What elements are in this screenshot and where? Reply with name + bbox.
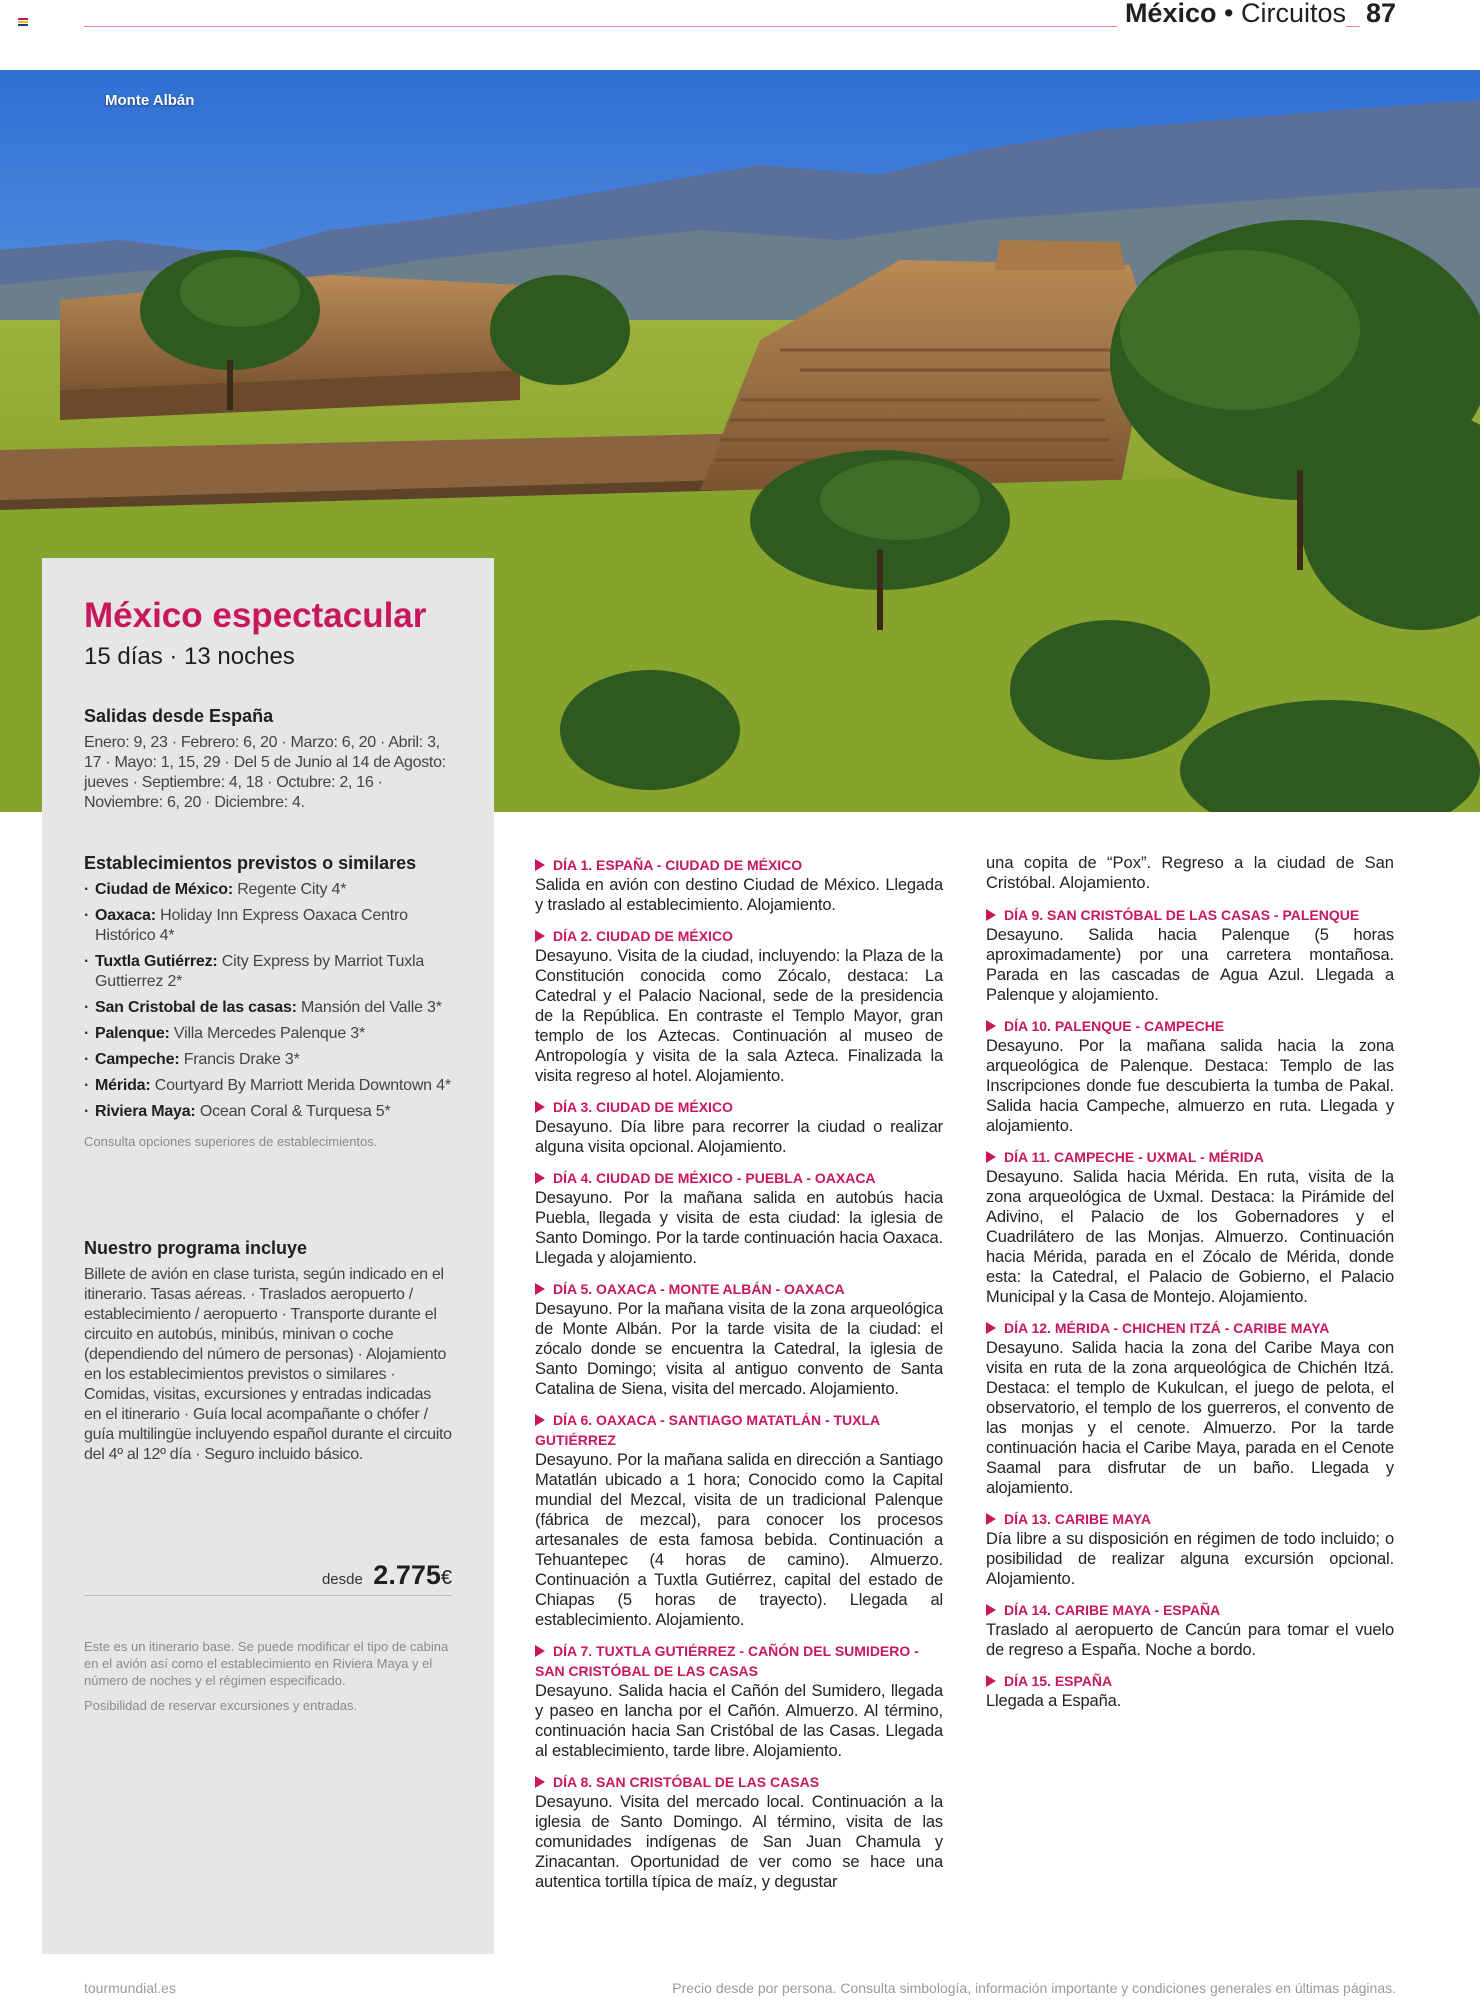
day-title: DÍA 12. MÉRIDA - CHICHEN ITZÁ - CARIBE MAYA — [1004, 1320, 1330, 1336]
hotel-city: Tuxtla Gutiérrez: — [95, 953, 218, 970]
day-description: Desayuno. Salida hacia Mérida. En ruta, visita de la zona arqueológica de Uxmal. Destaca: la Pirámide del Adivino, el Palacio de los Gobernadores y el Cuadrilátero de las Monjas. Almuerzo. Continuación hacia Mérida, parada en el Zócalo de Mérida, donde esta: la Catedral, el Palacio de Gobierno, el Palacio Municipal y la Casa de Montejo. Alojamiento. — [986, 1168, 1394, 1306]
day-entry — [986, 1318, 1394, 1498]
day-continuation: una copita de “Pox”. Regreso a la ciudad de San Cristóbal. Alojamiento. — [986, 854, 1394, 892]
day-description: Desayuno. Por la mañana salida en dirección a Santiago Matatlán ubicado a 1 hora; Conocido como la Capital mundial del Mezcal, visita de un tradicional Palenque (fábrica de mezcal), para conocer los procesos artesanales de esta famosa bebida. Continuación a Tehuantepec (4 horas de camino). Almuerzo. Continuación a Tuxtla Gutiérrez, capital del estado de Chiapas (5 horas de trayecto). Llegada al establecimiento. Alojamiento. — [535, 1451, 943, 1629]
info-panel — [42, 558, 494, 1954]
day-entry — [986, 1147, 1394, 1307]
day-entry — [535, 1097, 943, 1157]
day-title: DÍA 15. ESPAÑA — [1004, 1673, 1113, 1689]
day-title: DÍA 1. ESPAÑA - CIUDAD DE MÉXICO — [553, 857, 803, 873]
day-title: DÍA 3. CIUDAD DE MÉXICO — [553, 1099, 733, 1115]
day-description: Desayuno. Por la mañana salida hacia la zona arqueológica de Palenque. Destaca: Templo de las Inscripciones donde fue descubierta la tumba de Pakal. Salida hacia Campeche, almuerzo en ruta. Llegada y alojamiento. — [986, 1037, 1394, 1135]
separator: • — [1224, 0, 1234, 28]
arrow-icon — [535, 1645, 545, 1657]
hotel-name: Regente City 4* — [232, 881, 347, 898]
includes-text: Billete de avión en clase turista, según indicado en el itinerario. Tasas aéreas. · Traslados aeropuerto / establecimiento / aeropuerto · Transporte durante el circuito en autobús, minibús, minivan o coche (dependiendo del número de personas) · Alojamiento en los establecimientos previstos o similares · Comidas, visitas, excursiones y entradas indicadas en el itinerario · Guía local acompañante o chófer / guía multilingüe incluyendo español durante el circuito del 4º al 12º día · Seguro incluido básico. — [84, 1266, 452, 1463]
day-description: Desayuno. Salida hacia la zona del Caribe Maya con visita en ruta de la zona arqueológica de Chichén Itzá. Destaca: el templo de Kukulcan, el juego de pelota, el observatorio, el templo de los guerreros, el convento de las monjas y el cenote. Almuerzo. Por la tarde continuación hacia el Caribe Maya, parada en el Cenote Saamal para disfrutar de un baño. Llegada y alojamiento. — [986, 1339, 1394, 1497]
day-title: DÍA 5. OAXACA - MONTE ALBÁN - OAXACA — [553, 1281, 845, 1297]
page-number: 87 — [1360, 0, 1396, 29]
day-description: Desayuno. Día libre para recorrer la ciudad o realizar alguna visita opcional. Alojamiento. — [535, 1118, 943, 1156]
disclaimer — [84, 1638, 452, 1722]
day-entry — [535, 1168, 943, 1268]
list-item — [84, 1024, 452, 1044]
hotel-city: Mérida: — [95, 1077, 151, 1094]
hotels-list — [84, 880, 452, 1122]
list-item — [84, 998, 452, 1018]
day-entry — [535, 926, 943, 1086]
hotel-name: City Express by Marriot Tuxla Guttierrez 2* — [95, 953, 425, 990]
disclaimer-text: Posibilidad de reservar excursiones y entradas. — [84, 1698, 358, 1713]
arrow-icon — [535, 859, 545, 871]
arrow-icon — [535, 1101, 545, 1113]
list-item — [84, 1076, 452, 1096]
hotel-name: Villa Mercedes Palenque 3* — [169, 1025, 365, 1042]
day-title: DÍA 11. CAMPECHE - UXMAL - MÉRIDA — [1004, 1149, 1264, 1165]
day-entry — [535, 1279, 943, 1399]
list-item — [84, 1050, 452, 1070]
trip-duration: 15 días · 13 noches — [84, 643, 295, 670]
arrow-icon — [986, 1322, 996, 1334]
list-item — [84, 906, 452, 946]
day-title: DÍA 6. OAXACA - SANTIAGO MATATLÁN - TUXLA GUTIÉRREZ — [535, 1412, 880, 1448]
hotel-city: Oaxaca: — [95, 907, 156, 924]
day-description: Desayuno. Salida hacia el Cañón del Sumidero, llegada y paseo en lancha por el Cañón. Almuerzo. Al término, continuación hacia San Cristóbal de las Casas. Llegada al establecimiento, tarde libre. Alojamiento. — [535, 1682, 943, 1760]
hotel-name: Courtyard By Marriott Merida Downtown 4* — [150, 1077, 451, 1094]
list-item — [84, 880, 452, 900]
trip-title: México espectacular — [84, 596, 427, 635]
arrow-icon — [535, 1283, 545, 1295]
departures-title: Salidas desde España — [84, 706, 274, 726]
day-description: Desayuno. Por la mañana salida en autobús hacia Puebla, llegada y visita de esta ciudad: la iglesia de Santo Domingo. Por la tarde continuación hacia Oaxaca. Llegada y alojamiento. — [535, 1189, 943, 1267]
departures-dates: Enero: 9, 23 · Febrero: 6, 20 · Marzo: 6, 20 · Abril: 3, 17 · Mayo: 1, 15, 29 · Del 5 de Junio al 14 de Agosto: jueves · Septiembre: 4, 18 · Octubre: 2, 16 · Noviembre: 6, 20 · Diciembre: 4. — [84, 734, 446, 811]
hotels-title: Establecimientos previstos o similares — [84, 853, 417, 873]
day-entry — [535, 1410, 943, 1630]
arrow-icon — [986, 1151, 996, 1163]
arrow-icon — [535, 930, 545, 942]
day-description: Día libre a su disposición en régimen de todo incluido; o posibilidad de realizar alguna excursión opcional. Alojamiento. — [986, 1530, 1394, 1588]
hotels-note: Consulta opciones superiores de establecimientos. — [84, 1134, 378, 1149]
includes-title: Nuestro programa incluye — [84, 1238, 308, 1258]
page-header — [0, 0, 1480, 70]
hotel-city: Ciudad de México: — [95, 881, 233, 898]
day-title: DÍA 9. SAN CRISTÓBAL DE LAS CASAS - PALENQUE — [1004, 907, 1360, 923]
price-value: 2.775 — [373, 1560, 441, 1590]
day-title: DÍA 8. SAN CRISTÓBAL DE LAS CASAS — [553, 1774, 820, 1790]
website-link[interactable]: tourmundial.es — [84, 1980, 176, 1996]
includes-section — [84, 1238, 452, 1465]
day-description: Desayuno. Por la mañana visita de la zona arqueológica de Monte Albán. Por la tarde visita de la ciudad: el zócalo donde se encuentra la Catedral, la iglesia de Santo Domingo; visita al antiguo convento de Santa Catalina de Siena, visita del mercado. Alojamiento. — [535, 1300, 943, 1398]
day-description: Desayuno. Visita del mercado local. Continuación a la iglesia de Santo Domingo. Al término, visita de las comunidades indígenas de San Juan Chamula y Zinacantan. Oportunidad de ver como se hace una autentica tortilla típica de maíz, y degustar — [535, 1793, 943, 1891]
price-currency: € — [440, 1567, 452, 1589]
arrow-icon — [986, 1513, 996, 1525]
photo-caption: Monte Albán — [105, 92, 195, 109]
day-description: Llegada a España. — [986, 1692, 1122, 1710]
hotel-name: Francis Drake 3* — [179, 1051, 300, 1068]
spain-flag-icon — [18, 18, 28, 25]
hotel-city: Campeche: — [95, 1051, 180, 1068]
hotel-city: Palenque: — [95, 1025, 170, 1042]
arrow-icon — [535, 1172, 545, 1184]
hotel-city: Riviera Maya: — [95, 1103, 196, 1120]
arrow-icon — [986, 1020, 996, 1032]
day-title: DÍA 10. PALENQUE - CAMPECHE — [1004, 1018, 1225, 1034]
day-entry — [986, 1509, 1394, 1589]
price-from-label: desde — [321, 1571, 363, 1588]
day-entry — [986, 1016, 1394, 1136]
departures-section — [84, 706, 452, 813]
arrow-icon — [986, 909, 996, 921]
hotel-name: Mansión del Valle 3* — [296, 999, 442, 1016]
day-title: DÍA 13. CARIBE MAYA — [1004, 1511, 1152, 1527]
list-item — [84, 952, 452, 992]
day-description: Traslado al aeropuerto de Cancún para tomar el vuelo de regreso a España. Noche a bordo. — [986, 1621, 1394, 1659]
day-entry — [986, 1671, 1394, 1711]
day-entry — [535, 1772, 943, 1892]
day-description: Desayuno. Visita de la ciudad, incluyendo: la Plaza de la Constitución conocida como Zócalo, destaca: La Catedral y el Palacio Nacional, sede de la presidencia de la República. En contraste el Templo Mayor, gran templo de los Aztecas. Continuación al museo de Antropología y visita de la sala Azteca. Finalizada la visita regreso al hotel. Alojamiento. — [535, 947, 943, 1085]
day-entry — [986, 1600, 1394, 1660]
day-title: DÍA 4. CIUDAD DE MÉXICO - PUEBLA - OAXACA — [553, 1170, 876, 1186]
hotel-name: Ocean Coral & Turquesa 5* — [195, 1103, 391, 1120]
hotels-section — [84, 853, 452, 1149]
price-row — [84, 1560, 452, 1596]
day-entry — [986, 905, 1394, 1005]
section-heading — [1117, 0, 1346, 29]
section-name: Circuitos — [1240, 0, 1346, 28]
footer-note: Precio desde por persona. Consulta simbología, información importante y condiciones generales en últimas páginas. — [672, 1980, 1396, 1996]
arrow-icon — [535, 1414, 545, 1426]
day-description: Desayuno. Salida hacia Palenque (5 horas aproximadamente) por una carretera montañosa. Parada en las cascadas de Agua Azul. Llegada a Palenque y alojamiento. — [986, 926, 1394, 1004]
day-title: DÍA 7. TUXTLA GUTIÉRREZ - CAÑÓN DEL SUMIDERO - SAN CRISTÓBAL DE LAS CASAS — [535, 1643, 919, 1679]
arrow-icon — [535, 1776, 545, 1788]
hotel-name: Holiday Inn Express Oaxaca Centro Histórico 4* — [95, 907, 408, 944]
list-item — [84, 1102, 452, 1122]
itinerary-column-2 — [986, 853, 1394, 1722]
hotel-city: San Cristobal de las casas: — [95, 999, 297, 1016]
arrow-icon — [986, 1675, 996, 1687]
disclaimer-text: Este es un itinerario base. Se puede modificar el tipo de cabina en el avión así como el establecimiento en Riviera Maya y el número de noches y el régimen especificado. — [84, 1639, 449, 1688]
day-title: DÍA 14. CARIBE MAYA - ESPAÑA — [1004, 1602, 1221, 1618]
day-title: DÍA 2. CIUDAD DE MÉXICO — [553, 928, 733, 944]
day-entry — [535, 855, 943, 915]
itinerary-column-1 — [535, 855, 943, 1903]
country-name: México — [1124, 0, 1217, 28]
day-description: Salida en avión con destino Ciudad de México. Llegada y traslado al establecimiento. Alojamiento. — [535, 876, 943, 914]
day-entry — [535, 1641, 943, 1761]
arrow-icon — [986, 1604, 996, 1616]
